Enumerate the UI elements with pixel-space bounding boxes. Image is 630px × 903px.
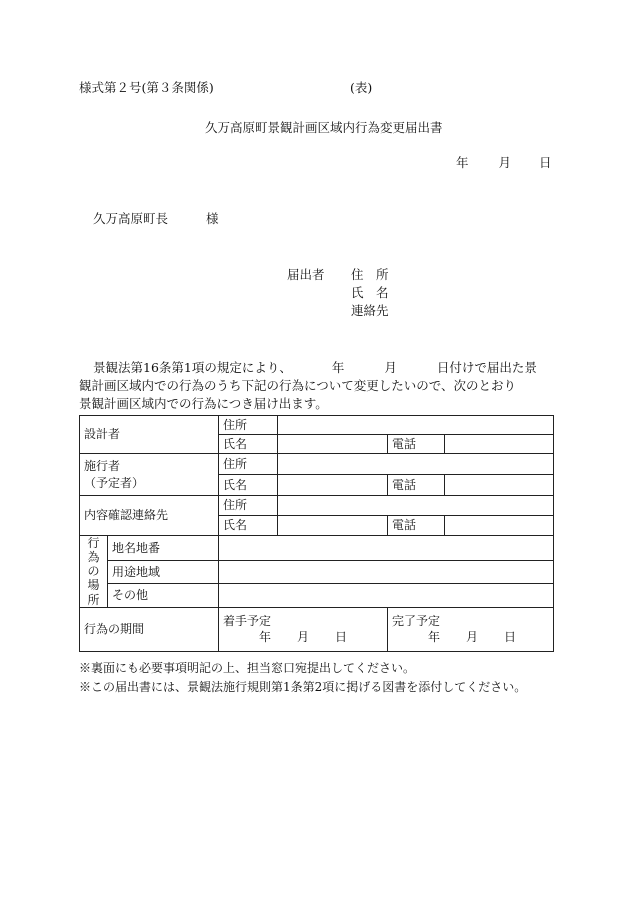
- body-text-b: 日付けで届出た景: [436, 360, 537, 375]
- page-title: 久万高原町景観計画区域内行為変更届出書: [205, 120, 443, 135]
- place-char-4: 場: [87, 578, 100, 593]
- note-2: ※この届出書には、景観法施行規則第1条第2項に掲げる図書を添付してください。: [79, 680, 527, 694]
- end-date-cell[interactable]: [388, 607, 554, 651]
- start-month: 月: [297, 630, 310, 645]
- start-label: 着手予定: [223, 614, 272, 629]
- lot-number-field[interactable]: [219, 536, 554, 561]
- designer-name-field[interactable]: [278, 435, 388, 454]
- confirm-address-field[interactable]: [278, 496, 554, 516]
- applicant-label: 届出者: [287, 267, 325, 282]
- side-indicator: (表): [350, 80, 373, 95]
- honorific: 様: [206, 211, 219, 226]
- start-date-units: [223, 629, 387, 645]
- applicant-contact-label: 連絡先: [351, 303, 389, 318]
- date-day: 日: [539, 155, 552, 170]
- confirm-phone-label: 電話: [388, 516, 445, 536]
- confirm-name-field[interactable]: [278, 516, 388, 536]
- body-line-2: 観計画区域内での行為のうち下記の行為について変更したいので、次のとおり: [79, 378, 517, 393]
- confirm-name-label: 氏名: [219, 516, 278, 536]
- addressee: 久万高原町長: [93, 211, 169, 226]
- applicant-address-label: 住 所: [351, 267, 389, 282]
- body-month: 月: [384, 360, 397, 375]
- body-line-3: 景観計画区域内での行為につき届け出ます。: [79, 396, 328, 411]
- end-day: 日: [504, 630, 517, 645]
- end-date-units: [392, 629, 553, 645]
- zoning-field[interactable]: [219, 560, 554, 584]
- constructor-phone-field[interactable]: [445, 475, 554, 496]
- place-char-5: 所: [87, 592, 100, 607]
- place-char-2: 為: [87, 550, 100, 565]
- designer-phone-field[interactable]: [445, 435, 554, 454]
- constructor-label-line1: 施行者: [84, 459, 121, 474]
- body-line-1: [93, 362, 537, 375]
- note-1: ※裏面にも必要事項明記の上、担当窓口宛提出してください。: [79, 661, 416, 675]
- constructor-name-label: 氏名: [219, 475, 278, 496]
- designer-address-field[interactable]: [278, 416, 554, 435]
- start-date-cell[interactable]: [219, 607, 388, 651]
- action-place-label: [80, 536, 108, 608]
- application-table: [79, 415, 554, 652]
- constructor-phone-label: 電話: [388, 475, 445, 496]
- form-number: 様式第２号(第３条関係): [79, 80, 214, 95]
- start-year: 年: [259, 630, 272, 645]
- designer-address-label: 住所: [219, 416, 278, 435]
- applicant-name-label: 氏 名: [351, 285, 389, 300]
- place-char-3: の: [87, 564, 100, 579]
- other-label: その他: [108, 584, 219, 608]
- start-day: 日: [335, 630, 348, 645]
- constructor-address-field[interactable]: [278, 454, 554, 475]
- addressee-line: [93, 213, 219, 226]
- date-year: 年: [456, 155, 469, 170]
- end-label: 完了予定: [392, 614, 441, 629]
- body-text-a: 景観法第16条第1項の規定により、: [93, 360, 292, 375]
- other-field[interactable]: [219, 584, 554, 608]
- end-year: 年: [428, 630, 441, 645]
- confirm-contact-label: 内容確認連絡先: [80, 496, 219, 536]
- date-line: [456, 157, 552, 170]
- confirm-phone-field[interactable]: [445, 516, 554, 536]
- lot-number-label: 地名地番: [108, 536, 219, 561]
- constructor-label-line2: （予定者）: [84, 475, 145, 490]
- constructor-address-label: 住所: [219, 454, 278, 475]
- date-month: 月: [498, 155, 512, 170]
- designer-label: 設計者: [80, 416, 219, 454]
- place-char-1: 行: [87, 536, 100, 550]
- designer-name-label: 氏名: [219, 435, 278, 454]
- end-month: 月: [466, 630, 479, 645]
- zoning-label: 用途地域: [108, 560, 219, 584]
- constructor-name-field[interactable]: [278, 475, 388, 496]
- confirm-address-label: 住所: [219, 496, 278, 516]
- body-year: 年: [331, 360, 345, 375]
- designer-phone-label: 電話: [388, 435, 445, 454]
- period-label: 行為の期間: [80, 607, 219, 651]
- constructor-label: [80, 454, 219, 496]
